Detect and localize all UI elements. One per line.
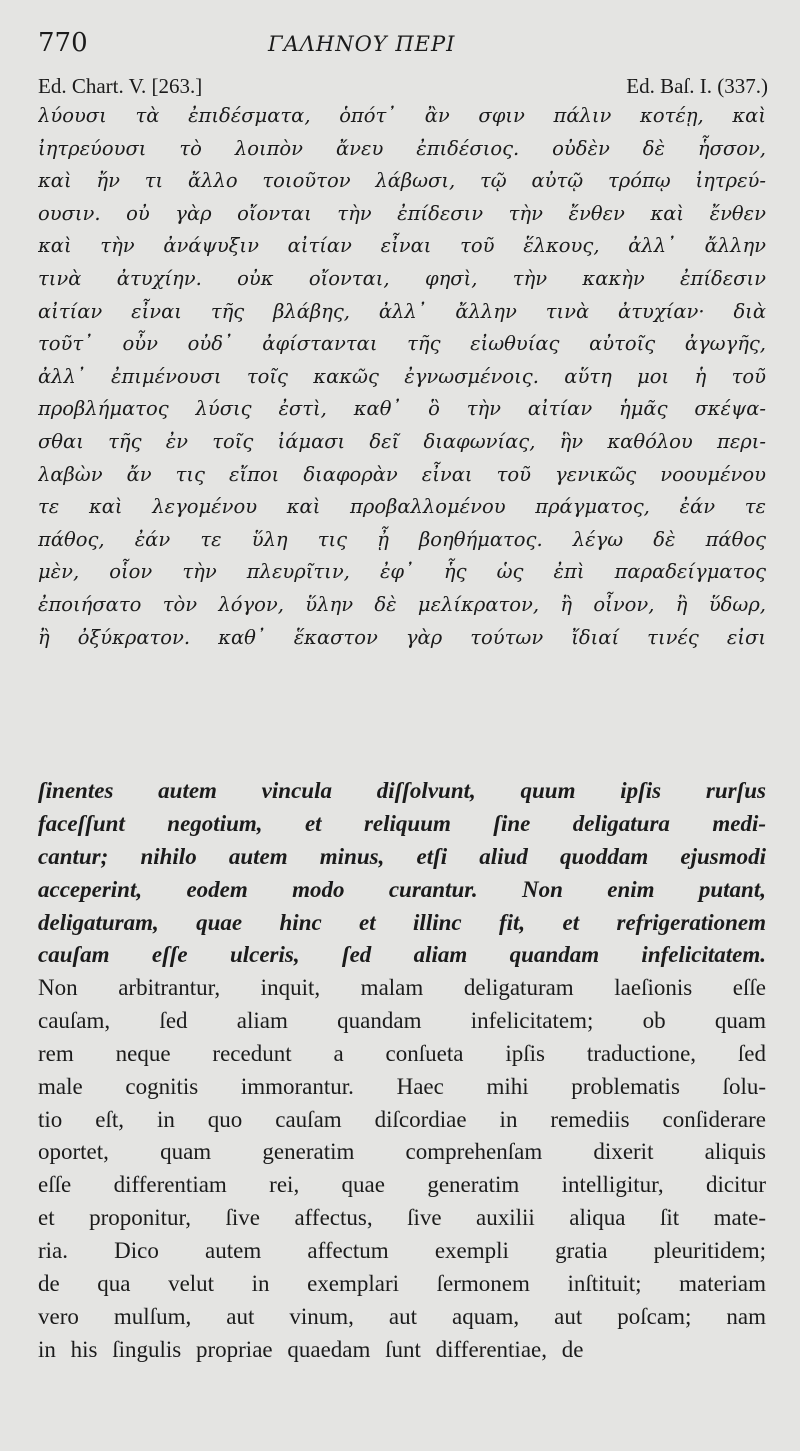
edition-left: Ed. Chart. V. [263.]: [38, 74, 203, 98]
text-line: faceſſunt negotium, et reliquum ſine deligatura medi-: [38, 810, 766, 836]
edition-right: Ed. Baſ. I. (337.): [626, 74, 768, 98]
text-line: rem neque recedunt a conſueta ipſis traductione, ſed: [38, 1040, 766, 1066]
latin-italic-text: [38, 775, 766, 972]
text-line: deligaturam, quae hinc et illinc fit, et refrigerationem: [38, 909, 766, 935]
text-line: ουσιν. οὐ γὰρ οἴονται τὴν ἐπίδεσιν τὴν ἔνθεν καὶ ἔνθεν: [38, 201, 766, 225]
text-line: in his ſingulis propriae quaedam ſunt differentiae, de: [38, 1336, 584, 1362]
text-line: μὲν, οἷον τὴν πλευρῖτιν, ἐφ᾽ ἧς ὡς ἐπὶ παραδείγματος: [38, 560, 766, 584]
text-line: αἰτίαν εἶναι τῆς βλάβης, ἀλλ᾽ ἄλλην τινὰ ἀτυχίαν· διὰ: [38, 299, 766, 323]
text-line: ἢ ὀξύκρατον. καθ᾽ ἕκαστον γὰρ τούτων ἴδιαί τινές εἰσι: [38, 625, 766, 649]
latin-text: [38, 972, 766, 1367]
page-header: [38, 28, 768, 58]
text-line: προβλήματος λύσις ἐστὶ, καθ᾽ ὃ τὴν αἰτίαν ἡμᾶς σκέψα-: [38, 397, 766, 421]
text-line: oportet, quam generatim comprehenſam dixerit aliquis: [38, 1139, 766, 1165]
running-title: ΓΑΛΗΝΟΥ ΠΕΡΙ: [268, 32, 456, 56]
text-line: ria. Dico autem affectum exempli gratia pleuritidem;: [38, 1238, 766, 1264]
text-line: τε καὶ λεγομένου καὶ προβαλλομένου πράγματος, ἐάν τε: [38, 495, 766, 519]
text-line: τινὰ ἀτυχίην. οὐκ οἴονται, φησὶ, τὴν κακὴν ἐπίδεσιν: [38, 266, 766, 290]
text-line: πάθος, ἐάν τε ὕλη τις ᾖ βοηθήματος. λέγω δὲ πάθος: [38, 527, 766, 551]
text-line: ἐποιήσατο τὸν λόγον, ὕλην δὲ μελίκρατον, ἢ οἶνον, ἢ ὕδωρ,: [38, 592, 766, 616]
text-line: ſinentes autem vincula diſſolvunt, quum ipſis rurſus: [38, 778, 766, 803]
text-line: ἰητρεύουσι τὸ λοιπὸν ἄνευ ἐπιδέσιος. οὐδὲν δὲ ἧσσον,: [38, 136, 766, 160]
text-line: tio eſt, in quo cauſam diſcordiae in remediis conſiderare: [38, 1106, 766, 1132]
text-line: acceperint, eodem modo curantur. Non enim putant,: [38, 876, 766, 902]
text-line: et proponitur, ſive affectus, ſive auxilii aliqua ſit mate-: [38, 1205, 766, 1231]
text-line: male cognitis immorantur. Haec mihi problematis ſolu-: [38, 1073, 766, 1099]
text-line: σθαι τῆς ἐν τοῖς ἰάμασι δεῖ διαφωνίας, ἣν καθόλου περι-: [38, 429, 766, 453]
text-line: λύουσι τὰ ἐπιδέσματα, ὁπότ᾽ ἂν σφιν πάλιν κοτέῃ, καὶ: [38, 104, 766, 127]
text-line: cantur; nihilo autem minus, etſi aliud quoddam ejusmodi: [38, 843, 766, 869]
edition-references: [38, 74, 768, 99]
page-number: 770: [38, 28, 88, 58]
text-line: de qua velut in exemplari ſermonem inſtituit; materiam: [38, 1271, 766, 1297]
text-line: καὶ τὴν ἀνάψυξιν αἰτίαν εἶναι τοῦ ἕλκους, ἀλλ᾽ ἄλλην: [38, 234, 766, 258]
text-line: cauſam eſſe ulceris, ſed aliam quandam infelicitatem.: [38, 942, 766, 968]
text-line: vero mulſum, aut vinum, aut aquam, aut poſcam; nam: [38, 1303, 766, 1329]
text-line: cauſam, ſed aliam quandam infelicitatem; ob quam: [38, 1007, 766, 1033]
text-line: Non arbitrantur, inquit, malam deligaturam laeſionis eſſe: [38, 975, 766, 1000]
text-line: τοῦτ᾽ οὖν οὐδ᾽ ἀφίστανται τῆς εἰωθυίας αὐτοῖς ἀγωγῆς,: [38, 332, 766, 356]
text-line: eſſe differentiam rei, quae generatim intelligitur, dicitur: [38, 1172, 766, 1198]
text-line: λαβὼν ἄν τις εἴποι διαφορὰν εἶναι τοῦ γενικῶς νοουμένου: [38, 462, 766, 486]
text-line: καὶ ἤν τι ἄλλο τοιοῦτον λάβωσι, τῷ αὐτῷ τρόπῳ ἰητρεύ-: [38, 169, 766, 193]
greek-text: [38, 100, 766, 654]
text-line: ἀλλ᾽ ἐπιμένουσι τοῖς κακῶς ἐγνωσμένοις. αὕτη μοι ἡ τοῦ: [38, 364, 766, 388]
